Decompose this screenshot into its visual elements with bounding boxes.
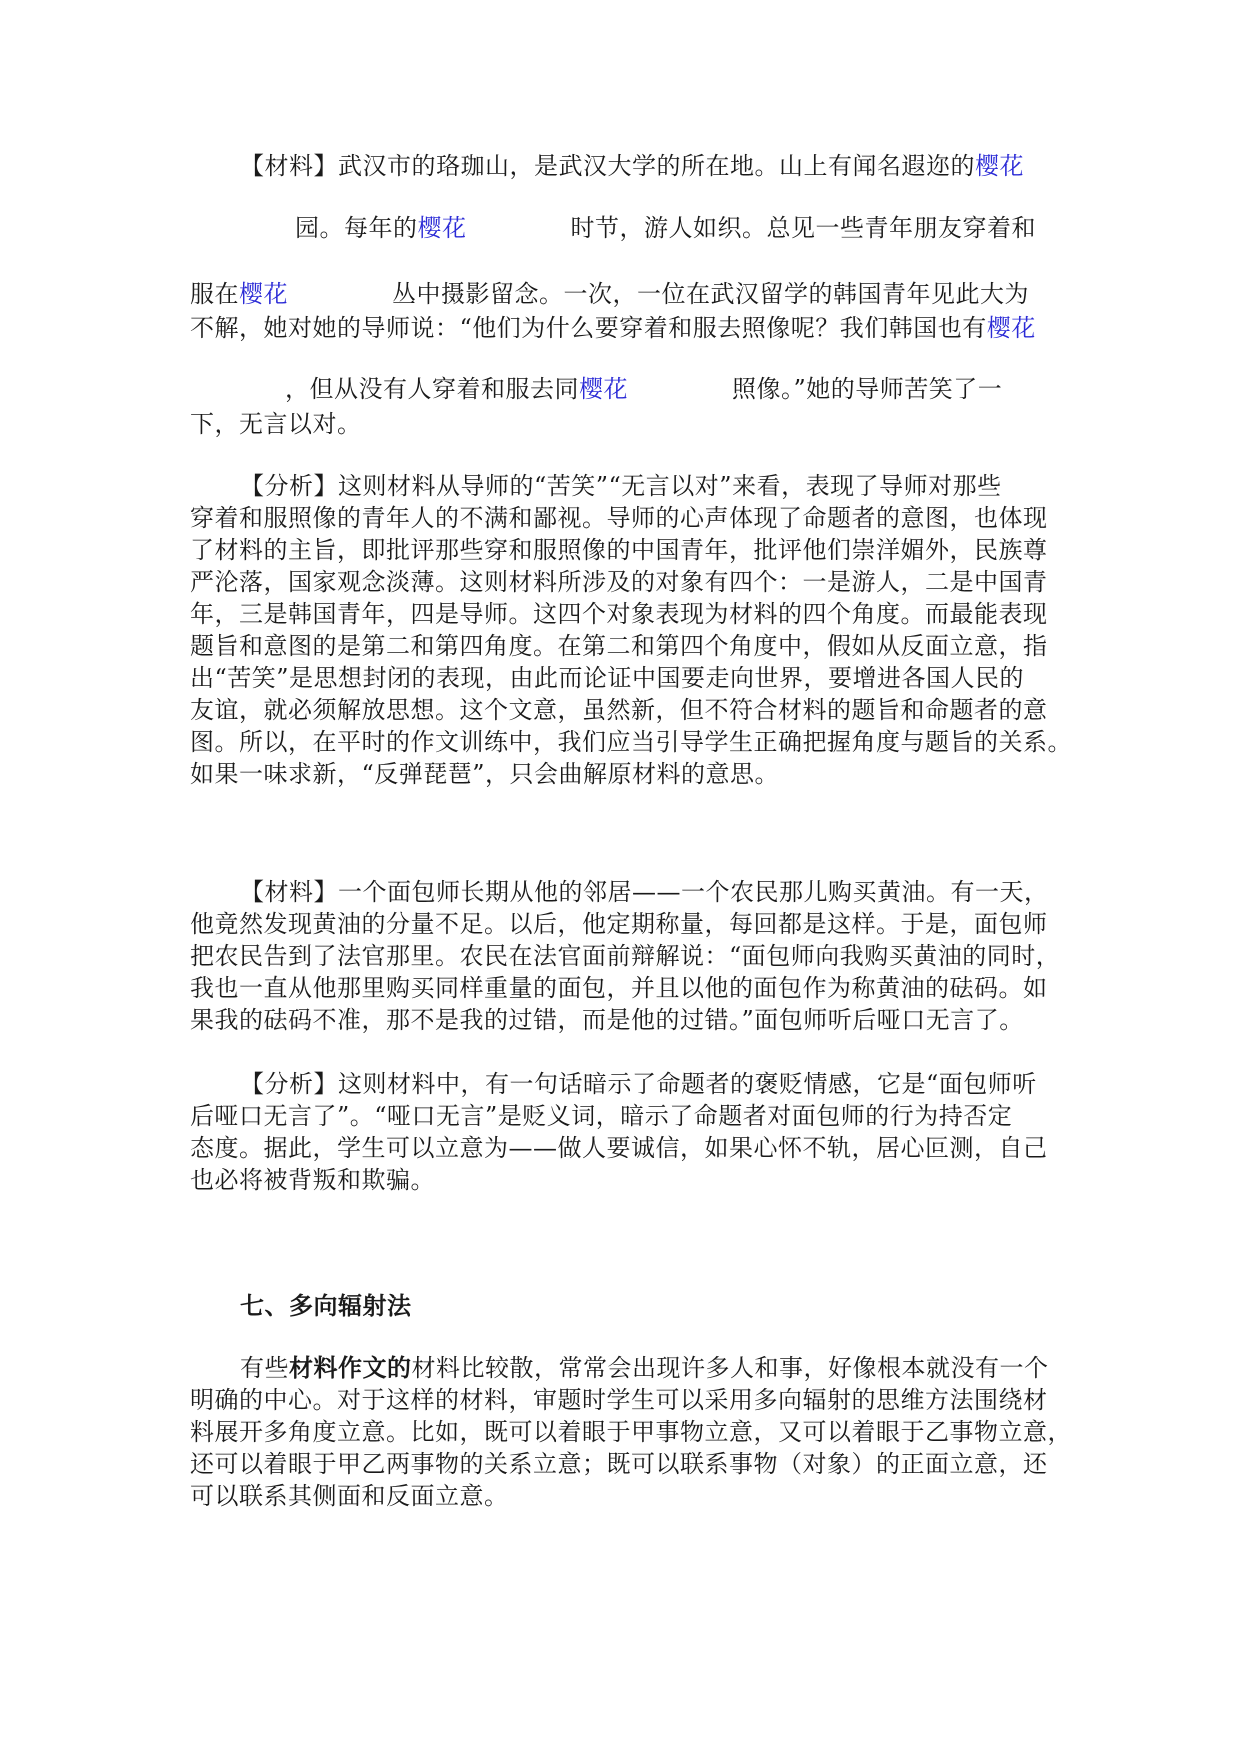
text: 丛中摄影留念。一次，一位在武汉留学的韩国青年见此大为	[392, 280, 1029, 308]
text: 照像。”她的导师苦笑了一	[732, 375, 1003, 403]
analysis1-line: 穿着和服照像的青年人的不满和鄙视。导师的心声体现了命题者的意图，也体现	[190, 504, 1048, 532]
text: 园。每年的	[295, 214, 418, 242]
section-heading: 七、多向辐射法	[240, 1292, 412, 1320]
material2-line: 他竟然发现黄油的分量不足。以后，他定期称量，每回都是这样。于是，面包师	[190, 910, 1048, 938]
text: 有些	[240, 1354, 289, 1382]
analysis1-line: 年，三是韩国青年，四是导师。这四个对象表现为材料的四个角度。而最能表现	[190, 600, 1048, 628]
text: ，但从没有人穿着和服去同	[285, 375, 579, 403]
material1-line4	[190, 312, 1036, 344]
material2-line: 我也一直从他那里购买同样重量的面包，并且以他的面包作为称黄油的砝码。如	[190, 974, 1048, 1002]
analysis1-line: 了材料的主旨，即批评那些穿和服照像的中国青年，批评他们崇洋媚外，民族尊	[190, 536, 1048, 564]
material1-line1	[240, 150, 1024, 182]
bold-text: 材料作文的	[289, 1353, 412, 1382]
analysis1-line: 严沦落，国家观念淡薄。这则材料所涉及的对象有四个：一是游人，二是中国青	[190, 568, 1048, 596]
link-cherry-blossom[interactable]: 樱花	[417, 214, 467, 242]
text: 服在	[190, 280, 239, 308]
material1-line3	[190, 278, 1029, 310]
text: 材料比较散，常常会出现许多人和事，好像根本就没有一个	[411, 1354, 1049, 1382]
analysis1-line: 如果一味求新，“反弹琵琶”，只会曲解原材料的意思。	[190, 760, 780, 788]
section7-line: 还可以着眼于甲乙两事物的关系立意；既可以联系事物（对象）的正面立意，还	[190, 1450, 1048, 1478]
text: 【材料】武汉市的珞珈山，是武汉大学的所在地。山上有闻名遐迩的	[240, 152, 975, 180]
analysis1-line: 图。所以，在平时的作文训练中，我们应当引导学生正确把握角度与题旨的关系。	[190, 728, 1072, 756]
section7-line: 明确的中心。对于这样的材料，审题时学生可以采用多向辐射的思维方法围绕材	[190, 1386, 1048, 1414]
text: 不解，她对她的导师说：“他们为什么要穿着和服去照像呢？我们韩国也有	[190, 314, 987, 342]
analysis1-line: 出“苦笑”是思想封闭的表现，由此而论证中国要走向世界，要增进各国人民的	[190, 664, 1025, 692]
material1-line6: 下，无言以对。	[190, 410, 362, 438]
text: 时节，游人如织。总见一些青年朋友穿着和	[570, 214, 1036, 242]
analysis2-line: 态度。据此，学生可以立意为——做人要诚信，如果心怀不轨，居心叵测，自己	[190, 1134, 1048, 1162]
section7-line: 可以联系其侧面和反面立意。	[190, 1482, 509, 1510]
material2-line: 【材料】一个面包师长期从他的邻居——一个农民那儿购买黄油。有一天，	[240, 878, 1049, 906]
link-cherry-blossom[interactable]: 樱花	[579, 375, 628, 403]
analysis2-line: 也必将被背叛和欺骗。	[190, 1166, 435, 1194]
link-cherry-blossom[interactable]: 樱花	[986, 314, 1036, 342]
link-cherry-blossom[interactable]: 樱花	[975, 152, 1024, 180]
analysis1-line: 题旨和意图的是第二和第四角度。在第二和第四个角度中，假如从反面立意，指	[190, 632, 1048, 660]
analysis2-line: 【分析】这则材料中，有一句话暗示了命题者的褒贬情感，它是“面包师听	[240, 1070, 1037, 1098]
section7-line1	[240, 1352, 1049, 1384]
material2-line: 把农民告到了法官那里。农民在法官面前辩解说：“面包师向我购买黄油的同时，	[190, 942, 1061, 970]
section7-line: 料展开多角度立意。比如，既可以着眼于甲事物立意，又可以着眼于乙事物立意，	[190, 1418, 1072, 1446]
link-cherry-blossom[interactable]: 樱花	[239, 280, 288, 308]
material2-line: 果我的砝码不准，那不是我的过错，而是他的过错。”面包师听后哑口无言了。	[190, 1006, 1024, 1034]
material1-line5	[285, 373, 1002, 405]
analysis1-line: 友谊，就必须解放思想。这个文意，虽然新，但不符合材料的题旨和命题者的意	[190, 696, 1048, 724]
analysis2-line: 后哑口无言了”。“哑口无言”是贬义词，暗示了命题者对面包师的行为持否定	[190, 1102, 1013, 1130]
analysis1-line: 【分析】这则材料从导师的“苦笑”“无言以对”来看，表现了导师对那些	[240, 472, 1002, 500]
material1-line2	[295, 212, 1036, 244]
